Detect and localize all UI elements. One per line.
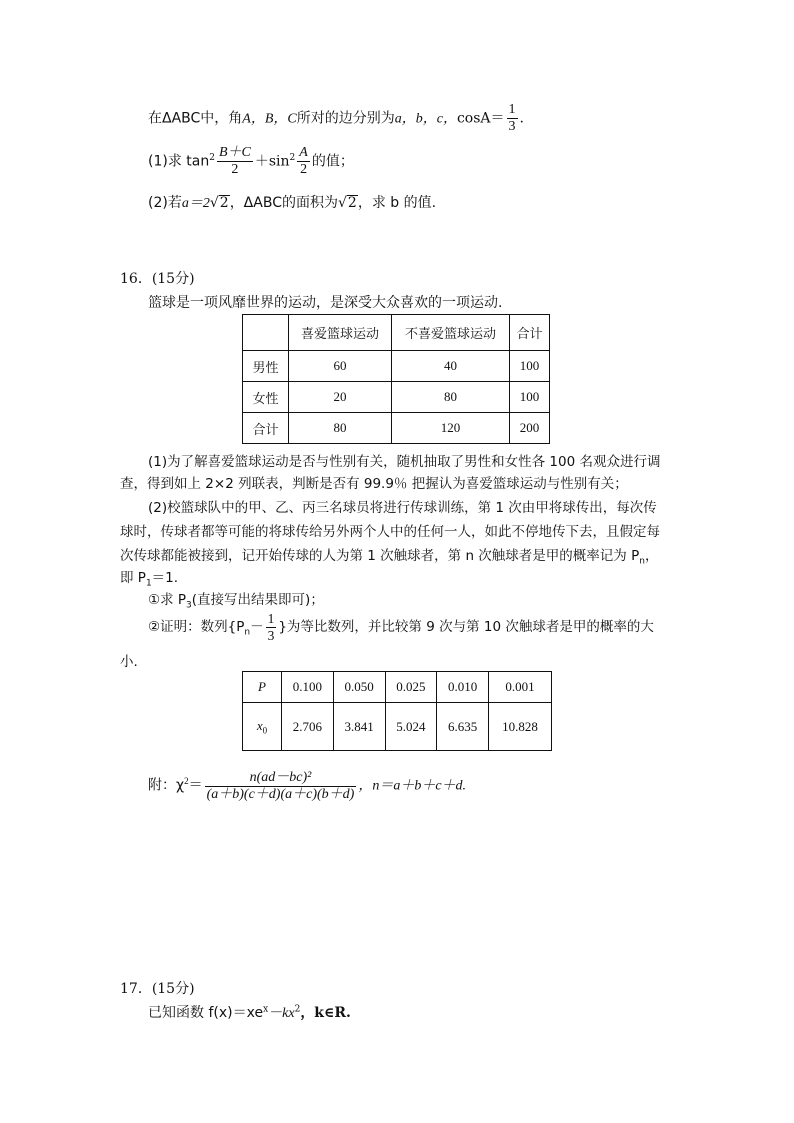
p17-line-sup2: 2 <box>294 1004 301 1015</box>
table-cell: 6.635 <box>437 703 489 751</box>
p15-q2-sqrt2: 2 <box>347 195 357 211</box>
p16-q2-line2: 球时，传球者都等可能的将球传给另外两个人中的任何一人，如此不停地传下去，且假定每 <box>120 524 660 540</box>
table-cell: 200 <box>510 413 550 444</box>
p16-sub1-prefix: ①求 P <box>148 592 187 608</box>
p15-q1 <box>148 142 354 178</box>
table-row <box>243 351 550 382</box>
p16-q2-line3-sub: n <box>639 556 645 567</box>
p15-q1-suffix: 的值； <box>311 153 354 170</box>
p16-note-prefix: 附：χ <box>148 777 185 794</box>
table-cell: 3.841 <box>333 703 385 751</box>
p16-note-den: (a＋b)(c＋d)(a＋c)(b＋d) <box>206 786 355 802</box>
p15-intro-sides: a，b，c， <box>394 111 457 127</box>
p15-q2: (2)若a＝2√2，ΔABC的面积为√2，求 b 的值. <box>148 195 437 211</box>
p16-sub2-suffix: }为等比数列，并比较第 9 次与第 10 次触球者是甲的概率的大 <box>278 619 654 635</box>
table-cell: 60 <box>289 351 392 382</box>
p16-q2-line1: (2)校篮球队中的甲、乙、丙三名球员将进行传球训练，第 1 次由甲将球传出，每次传 <box>148 500 657 516</box>
p16-q2-line3-end: ， <box>644 548 659 564</box>
table-cell: P <box>243 672 282 703</box>
p15-dot: . <box>519 110 524 127</box>
p15-q1-f2-den: 2 <box>300 162 308 178</box>
p17-line-prefix: 已知函数 f(x)＝xe <box>148 1005 264 1021</box>
p16-note-sup: 2 <box>184 776 189 786</box>
p16-intro: 篮球是一项风靡世界的运动，是深受大众喜欢的一项运动. <box>148 295 503 311</box>
p15-q1-plus: ＋sin <box>254 153 290 170</box>
table-cell: 男性 <box>243 351 289 382</box>
p15-intro-vars: A，B，C <box>242 111 297 127</box>
p15-q1-f1-den: 2 <box>231 162 239 178</box>
p16-note-suffix: ，n＝a＋b＋c＋d. <box>358 778 467 794</box>
p16-sub2-frac <box>266 611 277 644</box>
p16-note <box>148 760 466 808</box>
p17-line-sup: x <box>263 1004 269 1015</box>
table-row <box>243 703 552 751</box>
critical-value-table <box>242 671 552 751</box>
table-cell: 不喜爱篮球运动 <box>392 315 510 351</box>
table-cell: 0.100 <box>282 672 334 703</box>
p16-q2-line4 <box>120 566 178 589</box>
table-cell: 80 <box>392 382 510 413</box>
p16-sub1-suffix: (直接写出结果即可)； <box>191 592 324 608</box>
p15-fraction <box>507 102 518 135</box>
p16-q2-line3-text: 次传球都能被接到，记开始传球的人为第 1 次触球者，第 n 次触球者是甲的概率记为 P <box>120 548 640 564</box>
table-cell: 0.001 <box>489 672 552 703</box>
p17-line-suffix: ，k∈R. <box>300 1005 351 1021</box>
p16-number: 16．(15分) <box>120 271 195 287</box>
contingency-table <box>242 314 550 444</box>
p16-q1-line2: 查，得到如上 2×2 列联表，判断是否有 99.9％ 把握认为喜爱篮球运动与性别有关； <box>120 476 628 492</box>
p17-line-mid: －kx <box>268 1006 295 1021</box>
p17-number: 17．(15分) <box>120 981 195 997</box>
table-cell: 合计 <box>243 413 289 444</box>
p16-note-eq: ＝ <box>188 778 203 794</box>
p16-sub1 <box>148 588 324 611</box>
table-cell: 0.050 <box>333 672 385 703</box>
table-cell: 女性 <box>243 382 289 413</box>
p15-q1-f2-num: A <box>299 145 308 161</box>
p15-q1-prefix: (1)求 tan <box>148 153 210 170</box>
p15-q1-f1-num: B＋C <box>218 145 251 161</box>
table-cell: 100 <box>510 351 550 382</box>
table-cell: 100 <box>510 382 550 413</box>
table-cell: 10.828 <box>489 703 552 751</box>
p15-q1-frac1 <box>217 145 253 178</box>
table-row <box>243 413 550 444</box>
p15-intro <box>148 102 524 135</box>
p15-frac-den: 3 <box>508 119 516 134</box>
table-cell: 2.706 <box>282 703 334 751</box>
p15-q2-sqrt1: 2 <box>219 195 229 211</box>
p15-q1-frac2 <box>297 145 310 178</box>
table-cell: 80 <box>289 413 392 444</box>
p15-q2-a: a＝2 <box>181 196 210 211</box>
p16-note-frac <box>205 770 357 803</box>
p16-sub2-tail: 小. <box>120 654 138 670</box>
p15-q1-sup2: 2 <box>289 153 296 163</box>
p16-sub2 <box>148 610 654 650</box>
p15-intro-b: 所对的边分别为 <box>296 110 395 127</box>
table-cell: 120 <box>392 413 510 444</box>
table-row <box>243 382 550 413</box>
p15-intro-a: 在ΔABC中，角 <box>148 110 243 127</box>
p15-q1-sup: 2 <box>209 153 215 163</box>
table-cell <box>243 703 282 751</box>
p16-sub2-sub: n <box>244 627 251 638</box>
table-row <box>243 672 552 703</box>
p17-line <box>148 1002 351 1022</box>
table-cell: 0.010 <box>437 672 489 703</box>
table-cell: 5.024 <box>385 703 437 751</box>
table-cell: 喜爱篮球运动 <box>289 315 392 351</box>
p15-q2-prefix: (2)若 <box>148 195 182 211</box>
p16-sub2-frac-num: 1 <box>267 610 275 626</box>
p15-q2-mid: ，ΔABC的面积为 <box>229 195 338 211</box>
p15-q2-suffix: ，求 b 的值. <box>357 195 437 211</box>
p16-sub2-minus: － <box>250 619 264 635</box>
p16-sub1-sub: 3 <box>186 600 192 611</box>
table-x-sub: 0 <box>262 725 268 736</box>
table-row <box>243 315 550 351</box>
p15-intro-cos: cosA＝ <box>456 110 505 127</box>
p16-note-num: n(ad－bc)² <box>205 770 357 787</box>
table-cell: 合计 <box>510 315 550 351</box>
p16-q2-line4-end: ＝1. <box>151 570 179 586</box>
table-cell <box>243 315 289 351</box>
p16-sub2-prefix: ②证明：数列{P <box>148 619 245 635</box>
p16-q2-line3 <box>120 544 658 567</box>
p16-q1-line1: (1)为了解喜爱篮球运动是否与性别有关，随机抽取了男性和女性各 100 名观众进行调 <box>148 454 661 470</box>
p16-sub2-frac-den: 3 <box>267 627 275 643</box>
p16-q2-line4-text: 即 P <box>120 570 146 586</box>
table-cell: 0.025 <box>385 672 437 703</box>
table-x-label: x <box>256 717 263 733</box>
p15-frac-num: 1 <box>508 102 516 117</box>
table-cell: 20 <box>289 382 392 413</box>
table-cell: 40 <box>392 351 510 382</box>
p16-q2-line4-sub: 1 <box>145 578 152 589</box>
